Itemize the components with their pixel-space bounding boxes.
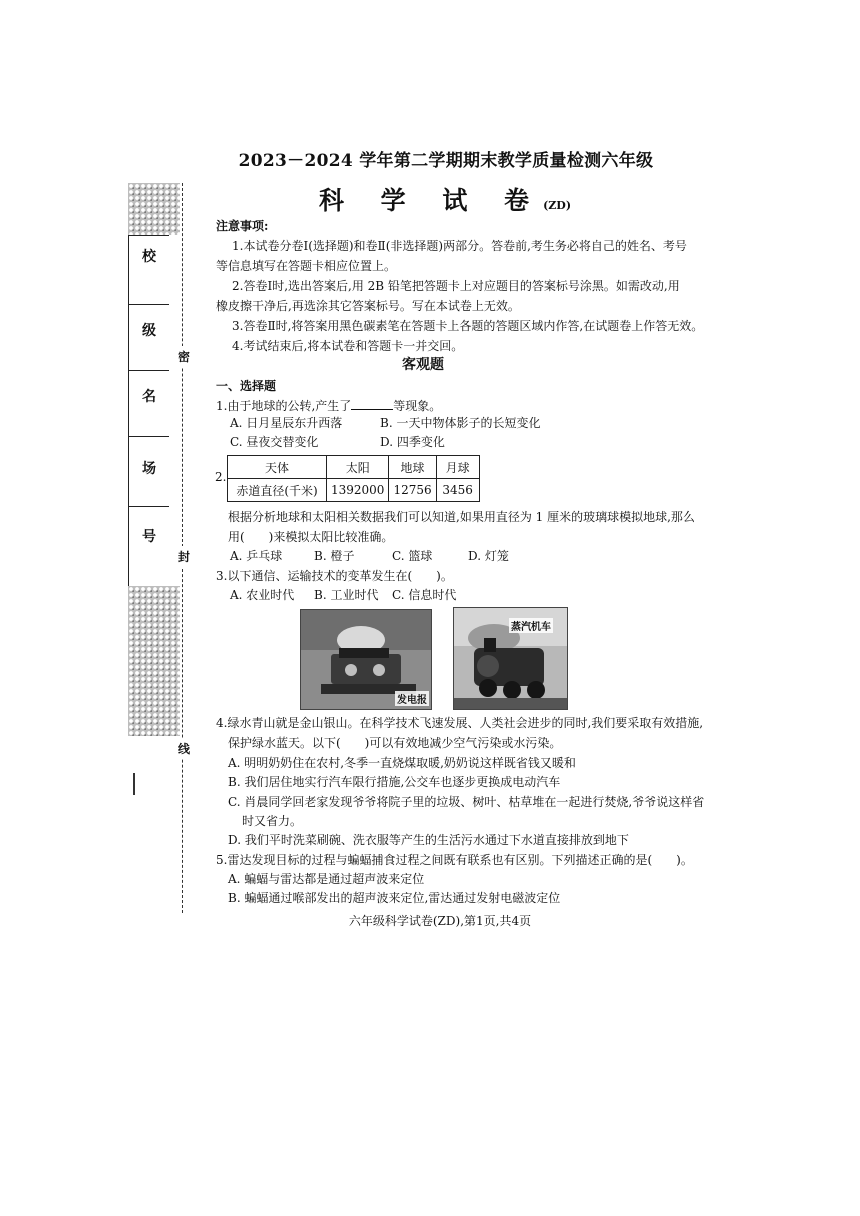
telegraph-photo (300, 609, 432, 710)
table-cell: 地球 (389, 456, 436, 479)
notice-item: 等信息填写在答题卡相应位置上。 (216, 259, 397, 273)
field-divider (129, 506, 169, 507)
field-class: 级 (142, 323, 156, 339)
q1-option-a: A. 日月星辰东升西落 (230, 416, 343, 430)
question-4-stem: 保护绿水蓝天。以下( )可以有效地减少空气污染或水污染。 (228, 736, 562, 750)
q2-option-d: D. 灯笼 (468, 549, 509, 563)
steam-locomotive-photo (453, 607, 568, 710)
q3-option-c: C. 信息时代 (392, 588, 457, 602)
q2-option-c: C. 篮球 (392, 549, 433, 563)
field-name: 名 (142, 389, 156, 405)
binding-pattern-top (128, 183, 180, 235)
cut-mark-seal: 封 (178, 546, 190, 567)
notice-item: 3.答卷Ⅱ时,将答案用黑色碳素笔在答题卡上各题的答题区域内作答,在试题卷上作答无效。 (232, 319, 704, 333)
field-number: 号 (142, 529, 156, 545)
field-divider (129, 370, 169, 371)
section-title: 客观题 (402, 357, 444, 373)
q3-option-a: A. 农业时代 (230, 588, 295, 602)
exam-subtitle: 科 学 试 卷(ZD) (318, 186, 572, 215)
notice-item: 4.考试结束后,将本试卷和答题卡一并交回。 (232, 339, 464, 353)
q4-option-c-cont: 时又省力。 (242, 814, 303, 828)
q5-option-b: B. 蝙蝠通过喉部发出的超声波来定位,雷达通过发射电磁波定位 (228, 891, 561, 905)
part-title: 一、选择题 (216, 379, 277, 393)
question-2-stem: 用( )来模拟太阳比较准确。 (228, 530, 394, 544)
notice-item: 2.答卷Ⅰ时,选出答案后,用 2B 铅笔把答题卡上对应题目的答案标号涂黑。如需改动,用 (232, 279, 680, 293)
q3-option-b: B. 工业时代 (314, 588, 379, 602)
cut-mark-line: 线 (178, 738, 190, 759)
question-4-stem: 4.绿水青山就是金山银山。在科学技术飞速发展、人类社会进步的同时,我们要采取有效措施, (216, 716, 704, 730)
field-exam-room: 场 (142, 461, 156, 477)
question-5-stem: 5.雷达发现目标的过程与蝙蝠捕食过程之间既有联系也有区别。下列描述正确的是( )。 (216, 853, 693, 867)
binding-strip (128, 183, 191, 913)
field-divider (129, 304, 169, 305)
field-divider (129, 436, 169, 437)
question-3-stem: 3.以下通信、运输技术的变革发生在( )。 (216, 569, 453, 583)
exam-title: 2023－2024 学年第二学期期末教学质量检测六年级 (238, 151, 654, 171)
notice-heading: 注意事项: (216, 219, 269, 233)
question-2-number: 2. (215, 470, 227, 484)
q1-option-b: B. 一天中物体影子的长短变化 (380, 416, 541, 430)
table-cell: 12756 (389, 479, 436, 502)
q4-option-a: A. 明明奶奶住在农村,冬季一直烧煤取暖,奶奶说这样既省钱又暖和 (228, 756, 576, 770)
q4-option-d: D. 我们平时洗菜刷碗、洗衣服等产生的生活污水通过下水道直接排放到地下 (228, 833, 629, 847)
notice-item: 1.本试卷分卷Ⅰ(选择题)和卷Ⅱ(非选择题)两部分。答卷前,考生务必将自己的姓名、考号 (232, 239, 687, 253)
table-cell: 月球 (436, 456, 479, 479)
telegraph-label: 发电报 (395, 691, 429, 706)
q2-option-b: B. 橙子 (314, 549, 355, 563)
notice-item: 橡皮擦干净后,再选涂其它答案标号。写在本试卷上无效。 (216, 299, 520, 313)
diameter-table (227, 455, 480, 502)
q5-option-a: A. 蝙蝠与雷达都是通过超声波来定位 (228, 872, 425, 886)
margin-mark (133, 773, 135, 795)
question-2-stem: 根据分析地球和太阳相关数据我们可以知道,如果用直径为 1 厘米的玻璃球模拟地球,那么 (228, 510, 695, 524)
locomotive-label: 蒸汽机车 (509, 618, 553, 633)
page-footer: 六年级科学试卷(ZD),第1页,共4页 (348, 914, 532, 928)
q1-option-c: C. 昼夜交替变化 (230, 435, 319, 449)
table-cell: 赤道直径(千米) (228, 479, 327, 502)
subtitle-code: (ZD) (543, 199, 572, 212)
student-info-box (128, 235, 169, 587)
q4-option-b: B. 我们居住地实行汽车限行措施,公交车也逐步更换成电动汽车 (228, 775, 561, 789)
table-row (228, 479, 480, 502)
table-cell: 1392000 (327, 479, 389, 502)
q2-option-a: A. 乒乓球 (230, 549, 283, 563)
table-cell: 天体 (228, 456, 327, 479)
cut-mark-seal: 密 (178, 346, 190, 367)
field-school: 校 (142, 249, 156, 265)
binding-pattern-bottom (128, 586, 180, 736)
q4-option-c: C. 肖晨同学回老家发现爷爷将院子里的垃圾、树叶、枯草堆在一起进行焚烧,爷爷说这样省 (228, 795, 705, 809)
table-header-row (228, 456, 480, 479)
answer-blank (351, 397, 393, 410)
question-1-stem: 1.由于地球的公转,产生了 等现象。 (216, 399, 442, 413)
q1-option-d: D. 四季变化 (380, 435, 445, 449)
table-cell: 3456 (436, 479, 479, 502)
table-cell: 太阳 (327, 456, 389, 479)
